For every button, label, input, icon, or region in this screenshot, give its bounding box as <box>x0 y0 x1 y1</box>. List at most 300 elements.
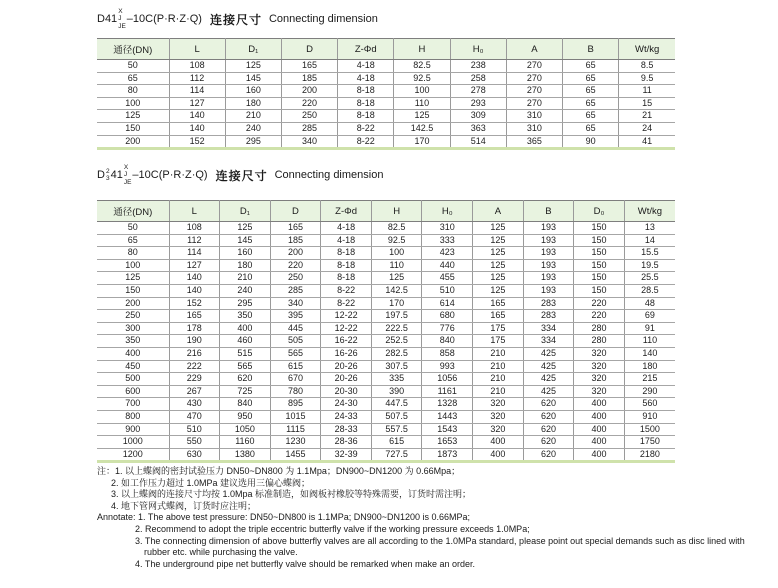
table-cell: 445 <box>270 322 321 335</box>
table-cell: 21 <box>619 110 675 123</box>
note-cn-2: 2. 如工作压力超过 1.0MPa 建议选用三偏心蝶阀； <box>111 477 311 488</box>
table-cell: 620 <box>220 373 271 386</box>
table-cell: 776 <box>422 322 473 335</box>
table-cell: 127 <box>169 259 220 272</box>
table-cell: 320 <box>473 410 524 423</box>
table-cell: 210 <box>473 385 524 398</box>
table-cell: 24 <box>619 122 675 135</box>
model-prefix: D41 <box>97 13 118 26</box>
frac-top: 2 <box>105 167 110 175</box>
table-cell: 229 <box>169 373 220 386</box>
table-cell: 200 <box>125 135 141 146</box>
table-cell: 200 <box>270 247 321 260</box>
table-row <box>97 97 675 110</box>
column-header: H₀ <box>422 201 473 222</box>
table-cell: 24-33 <box>321 410 372 423</box>
column-header: A <box>473 201 524 222</box>
table-cell: 32-39 <box>321 448 372 462</box>
column-header: D <box>270 201 321 222</box>
table-cell: 250 <box>97 310 169 323</box>
table-cell: 340 <box>270 297 321 310</box>
table-cell: 1230 <box>270 436 321 449</box>
column-header: 通径(DN) <box>97 201 169 222</box>
table-cell: 48 <box>624 297 675 310</box>
table-cell: 25.5 <box>624 272 675 285</box>
table-cell: 250 <box>281 110 337 123</box>
table-cell: 1653 <box>422 436 473 449</box>
table-cell: 150 <box>574 222 625 235</box>
table-cell: 9.5 <box>619 72 675 85</box>
column-header: D₁ <box>220 201 271 222</box>
table-cell: 92.5 <box>394 72 450 85</box>
table-cell: 41 <box>619 135 675 149</box>
table-cell: 1873 <box>422 448 473 462</box>
table-cell: 200 <box>281 85 337 98</box>
footnotes <box>97 466 759 570</box>
table-row <box>97 234 675 247</box>
table-cell: 125 <box>473 284 524 297</box>
table-cell: 152 <box>169 135 225 149</box>
variant-j: J <box>118 15 122 23</box>
table-row <box>97 322 675 335</box>
table-cell: 210 <box>473 373 524 386</box>
table-cell: 285 <box>281 122 337 135</box>
table-cell: 8-22 <box>338 135 394 149</box>
table-cell: 340 <box>281 135 337 149</box>
note-en-label: Annotate: <box>97 512 136 523</box>
table-cell: 680 <box>422 310 473 323</box>
table-cell: 8-22 <box>321 284 372 297</box>
table-cell: 565 <box>220 360 271 373</box>
table-cell: 8-18 <box>338 110 394 123</box>
table-cell: 365 <box>506 135 562 149</box>
table-cell: 252.5 <box>371 335 422 348</box>
table-cell: 210 <box>220 272 271 285</box>
table-cell: 91 <box>624 322 675 335</box>
table-cell: 125 <box>220 222 271 235</box>
table-cell: 310 <box>422 222 473 235</box>
table-cell: 293 <box>450 97 506 110</box>
table-cell: 423 <box>422 247 473 260</box>
table-cell: 125 <box>473 234 524 247</box>
table-cell: 600 <box>97 385 169 398</box>
table-cell: 160 <box>220 247 271 260</box>
table-cell: 307.5 <box>371 360 422 373</box>
table-cell: 210 <box>225 110 281 123</box>
table-cell: 165 <box>169 310 220 323</box>
table-cell: 515 <box>220 347 271 360</box>
table-cell: 440 <box>422 259 473 272</box>
table-cell: 267 <box>169 385 220 398</box>
table-row <box>97 135 675 149</box>
table-cell: 1200 <box>122 448 143 459</box>
table-cell: 165 <box>270 222 321 235</box>
table-cell: 100 <box>97 97 169 110</box>
note-cn-item-1: 1. 以上蝶阀的密封试验压力 DN50~DN800 为 1.1Mpa；DN900~DN1200 为 0.66Mpa； <box>115 466 461 476</box>
table-cell: 178 <box>169 322 220 335</box>
table-cell: 8.5 <box>619 60 675 73</box>
table-cell: 727.5 <box>371 448 422 462</box>
table-cell: 110 <box>624 335 675 348</box>
table-cell: 65 <box>563 72 619 85</box>
table-cell: 400 <box>574 423 625 436</box>
table-cell: 125 <box>97 110 169 123</box>
table-header-row <box>97 201 675 222</box>
table-cell: 507.5 <box>371 410 422 423</box>
table-cell: 180 <box>225 97 281 110</box>
table-cell: 350 <box>220 310 271 323</box>
table-cell: 80 <box>97 85 169 98</box>
table-cell: 210 <box>473 347 524 360</box>
table-cell: 82.5 <box>394 60 450 73</box>
table-cell: 270 <box>506 60 562 73</box>
table-cell: 200 <box>97 297 169 310</box>
table-cell: 150 <box>574 247 625 260</box>
table-cell: 165 <box>473 310 524 323</box>
column-header: Wt/kg <box>624 201 675 222</box>
table-cell: 425 <box>523 360 574 373</box>
table-cell: 2180 <box>624 448 675 462</box>
table-cell: 13 <box>624 222 675 235</box>
table-cell: 335 <box>371 373 422 386</box>
table-cell: 320 <box>473 423 524 436</box>
table-row <box>97 85 675 98</box>
table-cell: 1050 <box>220 423 271 436</box>
title-cn: 连接尺寸 <box>215 168 268 183</box>
table-row <box>97 222 675 235</box>
table-cell: 670 <box>270 373 321 386</box>
table-cell: 165 <box>281 60 337 73</box>
table-row <box>97 373 675 386</box>
table-cell: 363 <box>450 122 506 135</box>
table-cell: 65 <box>97 234 169 247</box>
table-cell: 620 <box>523 423 574 436</box>
title-en: Connecting dimension <box>268 13 378 26</box>
table-row <box>97 347 675 360</box>
table-cell: 150 <box>574 272 625 285</box>
table-cell: 1750 <box>624 436 675 449</box>
table-cell: 193 <box>523 272 574 285</box>
table-cell: 258 <box>450 72 506 85</box>
table-cell: 125 <box>473 259 524 272</box>
table-cell: 895 <box>270 398 321 411</box>
table-cell: 193 <box>523 247 574 260</box>
note-en-2: 2. Recommend to adopt the triple eccentric butterfly valve if the working pressure exceeds 1.0MPa; <box>135 523 530 534</box>
table-cell: 220 <box>574 310 625 323</box>
note-en-1 <box>97 512 759 524</box>
table-cell: 220 <box>281 97 337 110</box>
table-cell: 858 <box>422 347 473 360</box>
table-cell: 210 <box>473 360 524 373</box>
column-header: Wt/kg <box>619 39 675 60</box>
table-cell: 900 <box>97 423 169 436</box>
table-cell: 12-22 <box>321 322 372 335</box>
table-cell: 185 <box>281 72 337 85</box>
column-header: D₁ <box>225 39 281 60</box>
table-cell: 1015 <box>270 410 321 423</box>
table-cell: 615 <box>371 436 422 449</box>
table-cell: 220 <box>270 259 321 272</box>
table-cell: 140 <box>169 284 220 297</box>
table-row <box>97 310 675 323</box>
table-cell: 400 <box>473 448 524 462</box>
table-cell: 510 <box>169 423 220 436</box>
table-row <box>97 398 675 411</box>
table-cell: 4-18 <box>338 60 394 73</box>
table-cell: 620 <box>523 448 574 462</box>
table-cell: 65 <box>563 122 619 135</box>
table-cell: 400 <box>574 448 625 462</box>
table-cell: 1115 <box>270 423 321 436</box>
table-cell: 108 <box>169 222 220 235</box>
table-cell: 180 <box>220 259 271 272</box>
table-cell: 240 <box>225 122 281 135</box>
table-cell: 180 <box>624 360 675 373</box>
table-cell: 190 <box>169 335 220 348</box>
table-cell: 125 <box>473 272 524 285</box>
connecting-dimension-table-2 <box>97 200 675 463</box>
table-cell: 100 <box>97 259 169 272</box>
table-cell: 8-18 <box>338 85 394 98</box>
table1-title <box>97 8 378 30</box>
column-header: H₀ <box>450 39 506 60</box>
table-cell: 65 <box>563 85 619 98</box>
table-row <box>97 385 675 398</box>
note-cn-1 <box>97 466 759 478</box>
table-cell: 220 <box>574 297 625 310</box>
column-header: A <box>506 39 562 60</box>
column-header: L <box>169 201 220 222</box>
table-cell: 216 <box>169 347 220 360</box>
table-cell: 8-18 <box>321 259 372 272</box>
table-cell: 334 <box>523 322 574 335</box>
table-cell: 185 <box>270 234 321 247</box>
table-cell: 290 <box>624 385 675 398</box>
table-cell: 283 <box>523 297 574 310</box>
table-cell: 320 <box>473 398 524 411</box>
table-cell: 910 <box>624 410 675 423</box>
table-row <box>97 423 675 436</box>
table-cell: 150 <box>574 234 625 247</box>
table-cell: 14 <box>624 234 675 247</box>
table-cell: 309 <box>450 110 506 123</box>
table-cell: 400 <box>473 436 524 449</box>
table-cell: 4-18 <box>321 234 372 247</box>
table-cell: 390 <box>371 385 422 398</box>
table-row <box>97 247 675 260</box>
table-cell: 993 <box>422 360 473 373</box>
table-cell: 8-18 <box>321 272 372 285</box>
table-cell: 840 <box>422 335 473 348</box>
table-cell: 334 <box>523 335 574 348</box>
table-cell: 8-18 <box>338 97 394 110</box>
table-cell: 65 <box>563 97 619 110</box>
table-cell: 1056 <box>422 373 473 386</box>
model-suffix: –10C(P·R·Z·Q) <box>132 169 208 182</box>
table-cell: 28-36 <box>321 436 372 449</box>
table-cell: 150 <box>97 122 169 135</box>
table-cell: 170 <box>371 297 422 310</box>
table-cell: 285 <box>270 284 321 297</box>
table-cell: 780 <box>270 385 321 398</box>
table-cell: 460 <box>220 335 271 348</box>
column-header: B <box>563 39 619 60</box>
table-cell: 175 <box>473 335 524 348</box>
table-cell: 620 <box>523 398 574 411</box>
table-cell: 1160 <box>220 436 271 449</box>
table-cell: 15 <box>619 97 675 110</box>
table-cell: 310 <box>506 110 562 123</box>
model-fraction-stack <box>106 168 110 183</box>
table-cell: 142.5 <box>371 284 422 297</box>
table-cell: 140 <box>169 110 225 123</box>
table-cell: 514 <box>450 135 506 149</box>
table-cell: 630 <box>169 448 220 462</box>
table-cell: 112 <box>169 72 225 85</box>
table-cell: 1500 <box>624 423 675 436</box>
table-cell: 280 <box>574 322 625 335</box>
table-cell: 400 <box>574 410 625 423</box>
table-row <box>97 110 675 123</box>
table-cell: 125 <box>394 110 450 123</box>
table-cell: 614 <box>422 297 473 310</box>
table-cell: 90 <box>563 135 619 149</box>
table-cell: 320 <box>574 385 625 398</box>
table-cell: 400 <box>97 347 169 360</box>
table-cell: 800 <box>97 410 169 423</box>
table-cell: 1380 <box>220 448 271 462</box>
table-cell: 450 <box>97 360 169 373</box>
table-cell: 620 <box>523 410 574 423</box>
table-cell: 24-30 <box>321 398 372 411</box>
table-cell: 222.5 <box>371 322 422 335</box>
table-cell: 8-18 <box>321 247 372 260</box>
table-cell: 270 <box>506 97 562 110</box>
variant-x: X <box>118 8 123 15</box>
table-cell: 8-22 <box>338 122 394 135</box>
table-cell: 430 <box>169 398 220 411</box>
table2-title <box>97 164 383 186</box>
table-cell: 20-30 <box>321 385 372 398</box>
model-variant-stack <box>124 164 132 186</box>
column-header: H <box>371 201 422 222</box>
table-cell: 20-26 <box>321 373 372 386</box>
table-cell: 700 <box>97 398 169 411</box>
table-cell: 150 <box>574 259 625 272</box>
column-header: H <box>394 39 450 60</box>
table-cell: 615 <box>270 360 321 373</box>
table-cell: 125 <box>473 222 524 235</box>
table-row <box>97 60 675 73</box>
table-cell: 310 <box>506 122 562 135</box>
table-cell: 65 <box>563 110 619 123</box>
table-cell: 193 <box>523 284 574 297</box>
frac-bottom: 3 <box>105 175 110 183</box>
table-cell: 240 <box>220 284 271 297</box>
table-cell: 215 <box>624 373 675 386</box>
table-cell: 165 <box>473 297 524 310</box>
table-cell: 82.5 <box>371 222 422 235</box>
table-cell: 550 <box>169 436 220 449</box>
column-header: L <box>169 39 225 60</box>
table-cell: 80 <box>97 247 169 260</box>
variant-x: X <box>123 164 129 171</box>
table-cell: 125 <box>225 60 281 73</box>
table-cell: 110 <box>371 259 422 272</box>
table-cell: 4-18 <box>338 72 394 85</box>
table-cell: 425 <box>523 385 574 398</box>
table-row <box>97 335 675 348</box>
table-cell: 175 <box>473 322 524 335</box>
table-row <box>97 72 675 85</box>
table-cell: 20-26 <box>321 360 372 373</box>
table-cell: 425 <box>523 373 574 386</box>
table-cell: 400 <box>574 398 625 411</box>
table-cell: 565 <box>270 347 321 360</box>
table-cell: 114 <box>169 247 220 260</box>
table-cell: 280 <box>574 335 625 348</box>
model-prefix: D <box>97 169 105 182</box>
table-cell: 425 <box>523 347 574 360</box>
table-cell: 193 <box>523 234 574 247</box>
table-cell: 127 <box>169 97 225 110</box>
table-cell: 112 <box>169 234 220 247</box>
table-cell: 108 <box>169 60 225 73</box>
table-cell: 28.5 <box>624 284 675 297</box>
table-cell: 400 <box>574 436 625 449</box>
table-cell: 140 <box>169 122 225 135</box>
table-cell: 222 <box>169 360 220 373</box>
title-cn: 连接尺寸 <box>209 12 262 27</box>
table-cell: 125 <box>97 272 169 285</box>
note-en-3: 3. The connecting dimension of above butterfly valves are all according to the 1.0MPa standard, please point out special demands such as disc lined with rubber etc. while purchasing the valve. <box>135 535 745 558</box>
table-cell: 28-33 <box>321 423 372 436</box>
table-cell: 320 <box>574 360 625 373</box>
table-row <box>97 259 675 272</box>
table-cell: 1455 <box>270 448 321 462</box>
table-row <box>97 297 675 310</box>
table-row <box>97 272 675 285</box>
table-cell: 19.5 <box>624 259 675 272</box>
table-cell: 1328 <box>422 398 473 411</box>
note-cn-label: 注： <box>97 466 116 476</box>
table-cell: 16-22 <box>321 335 372 348</box>
table-cell: 50 <box>97 222 169 235</box>
table-cell: 114 <box>169 85 225 98</box>
table-row <box>97 360 675 373</box>
table-cell: 840 <box>220 398 271 411</box>
table-cell: 50 <box>97 60 169 73</box>
variant-je: JE <box>123 178 132 186</box>
column-header: D₀ <box>574 201 625 222</box>
table-cell: 193 <box>523 222 574 235</box>
table-cell: 125 <box>371 272 422 285</box>
note-en-4: 4. The underground pipe net butterfly valve should be remarked when make an order. <box>135 558 476 569</box>
table-cell: 270 <box>506 85 562 98</box>
table-cell: 65 <box>563 60 619 73</box>
table-cell: 400 <box>220 322 271 335</box>
model-variant-stack <box>118 8 126 30</box>
note-en-item-1: 1. The above test pressure: DN50~DN800 is 1.1MPa; DN900~DN1200 is 0.66MPa; <box>138 512 471 523</box>
table-cell: 270 <box>506 72 562 85</box>
table-cell: 152 <box>169 297 220 310</box>
table-cell: 320 <box>574 347 625 360</box>
table-cell: 278 <box>450 85 506 98</box>
table-cell: 295 <box>225 135 281 149</box>
table-cell: 170 <box>394 135 450 149</box>
table-cell: 12-22 <box>321 310 372 323</box>
variant-j: J <box>123 171 128 179</box>
